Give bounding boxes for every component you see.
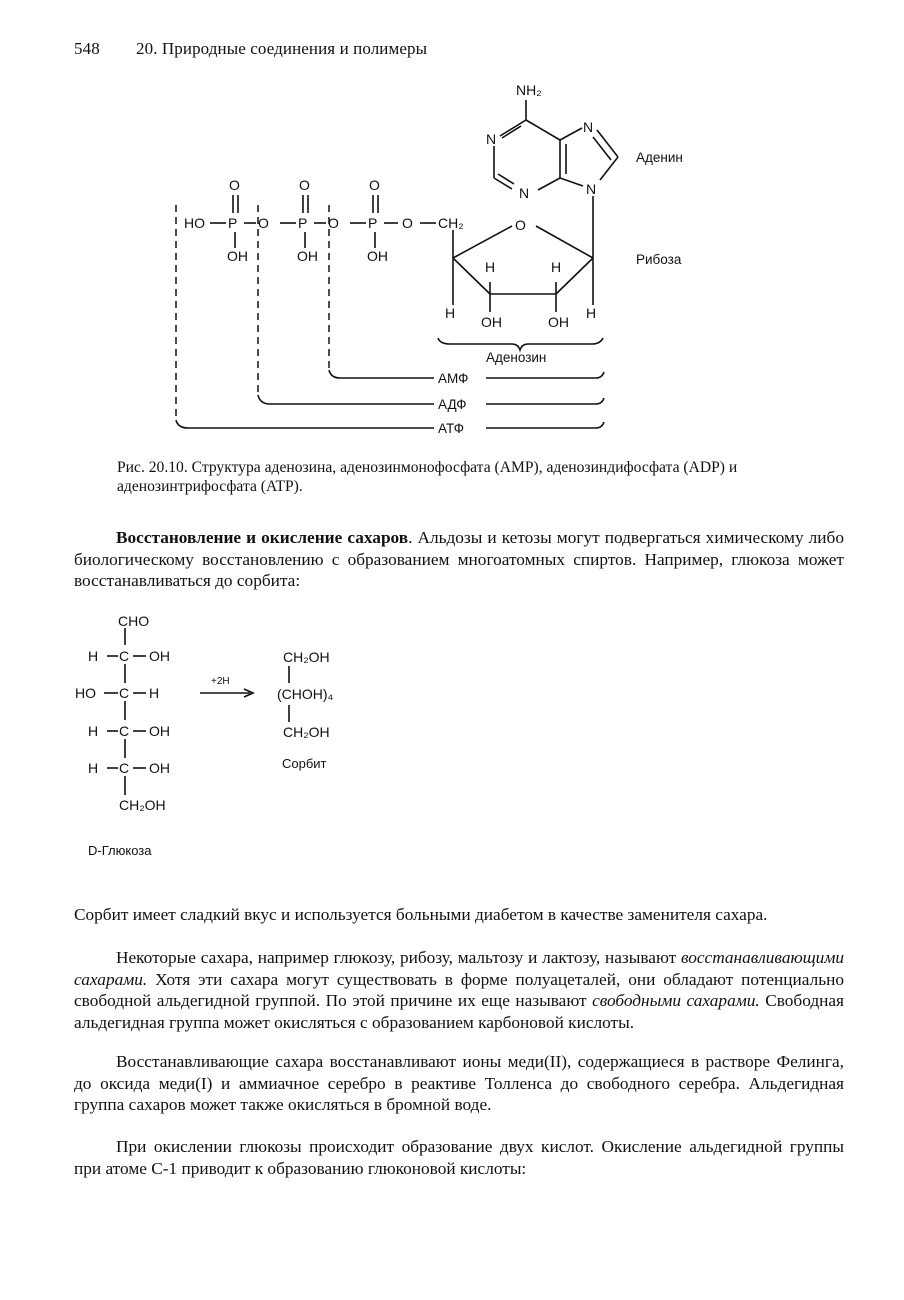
svg-text:H: H (88, 723, 99, 739)
svg-text:OH: OH (227, 248, 248, 264)
svg-text:HO: HO (184, 215, 205, 231)
svg-text:N: N (586, 181, 597, 197)
svg-text:OH: OH (149, 723, 170, 739)
svg-text:OH: OH (481, 314, 502, 330)
svg-text:CH₂: CH₂ (438, 215, 464, 231)
adp-label: АДФ (438, 397, 467, 412)
svg-text:N: N (583, 119, 594, 135)
svg-text:CH₂OH: CH₂OH (283, 649, 330, 665)
adenosine-label: Аденозин (486, 350, 547, 365)
term-reducing-sugars: восстанавливающими сахарами. (74, 948, 844, 989)
svg-text:P: P (298, 215, 308, 231)
svg-text:H: H (586, 305, 597, 321)
svg-text:OH: OH (149, 760, 170, 776)
amp-label: АМФ (438, 371, 469, 386)
svg-text:O: O (328, 215, 339, 231)
svg-text:CHO: CHO (118, 613, 150, 629)
ribose-label: Рибоза (636, 252, 682, 267)
svg-text:C: C (119, 685, 130, 701)
sorbitol-name: Сорбит (282, 756, 327, 771)
svg-text:H: H (551, 259, 562, 275)
svg-text:H: H (149, 685, 160, 701)
svg-text:H: H (445, 305, 456, 321)
paragraph-reduction-intro: Восстановление и окисление сахаров. Альдозы и кетозы могут подвергаться химическому либо биологическому восстановлению с образованием многоатомных спиртов. Например, глюкоза может восстанавливаться до сорбита: (74, 528, 844, 590)
svg-text:O: O (369, 177, 380, 193)
chapter-title: 20. Природные соединения и полимеры (136, 39, 428, 58)
svg-text:N: N (519, 185, 530, 201)
section-heading: Восстановление и окисление сахаров (116, 528, 409, 547)
svg-text:O: O (258, 215, 269, 231)
nh2-label: NH₂ (516, 82, 542, 98)
svg-text:O: O (299, 177, 310, 193)
svg-text:N: N (486, 131, 497, 147)
svg-text:OH: OH (367, 248, 388, 264)
reagent-label: +2H (211, 676, 230, 687)
paragraph-fehling-tollens: Восстанавливающие сахара восстанавливают ионы меди(II), содержащиеся в растворе Фелинга, до оксида меди(I) и аммиачное серебро в реактиве Толленса до свободного серебра. Альдегидная группа сахаров может также окисляться в бромной воде. (74, 1052, 844, 1114)
svg-text:O: O (515, 217, 526, 233)
svg-text:OH: OH (548, 314, 569, 330)
svg-text:C: C (119, 648, 130, 664)
adenine-label: Аденин (636, 150, 683, 165)
page-number: 548 (74, 39, 100, 58)
paragraph-sorbitol: Сорбит имеет сладкий вкус и используется больными диабетом в качестве заменителя сахара. (74, 905, 768, 924)
glucose-name: D-Глюкоза (88, 843, 152, 858)
svg-text:CH₂OH: CH₂OH (283, 724, 330, 740)
svg-text:H: H (485, 259, 496, 275)
svg-text:CH₂OH: CH₂OH (119, 797, 166, 813)
svg-text:(CHOH)₄: (CHOH)₄ (277, 686, 334, 702)
svg-text:O: O (402, 215, 413, 231)
svg-text:HO: HO (75, 685, 96, 701)
svg-text:C: C (119, 760, 130, 776)
term-free-sugars: свободными сахарами. (592, 991, 760, 1010)
svg-text:OH: OH (297, 248, 318, 264)
svg-text:P: P (228, 215, 238, 231)
paragraph-glucose-oxidation: При окислении глюкозы происходит образование двух кислот. Окисление альдегидной группы при атоме С-1 приводит к образованию глюконовой кислоты: (74, 1137, 844, 1178)
svg-text:P: P (368, 215, 378, 231)
svg-text:H: H (88, 648, 99, 664)
paragraph-reducing-sugars: Некоторые сахара, например глюкозу, рибозу, мальтозу и лактозу, называют восстанавливающими сахарами. Хотя эти сахара могут существовать в форме полуацеталей, они обладают потенциально свободной альдегидной группой. По этой причине их еще называют свободными сахарами. Свободная альдегидная группа может окисляться с образованием карбоновой кислоты. (74, 948, 845, 1032)
atp-label: АТФ (438, 421, 465, 436)
svg-text:O: O (229, 177, 240, 193)
svg-text:C: C (119, 723, 130, 739)
figure-caption: Рис. 20.10. Структура аденозина, аденозинмонофосфата (AMP), аденозиндифосфата (ADP) и аденозинтрифосфата (ATP). (117, 459, 738, 495)
svg-text:OH: OH (149, 648, 170, 664)
svg-text:H: H (88, 760, 99, 776)
